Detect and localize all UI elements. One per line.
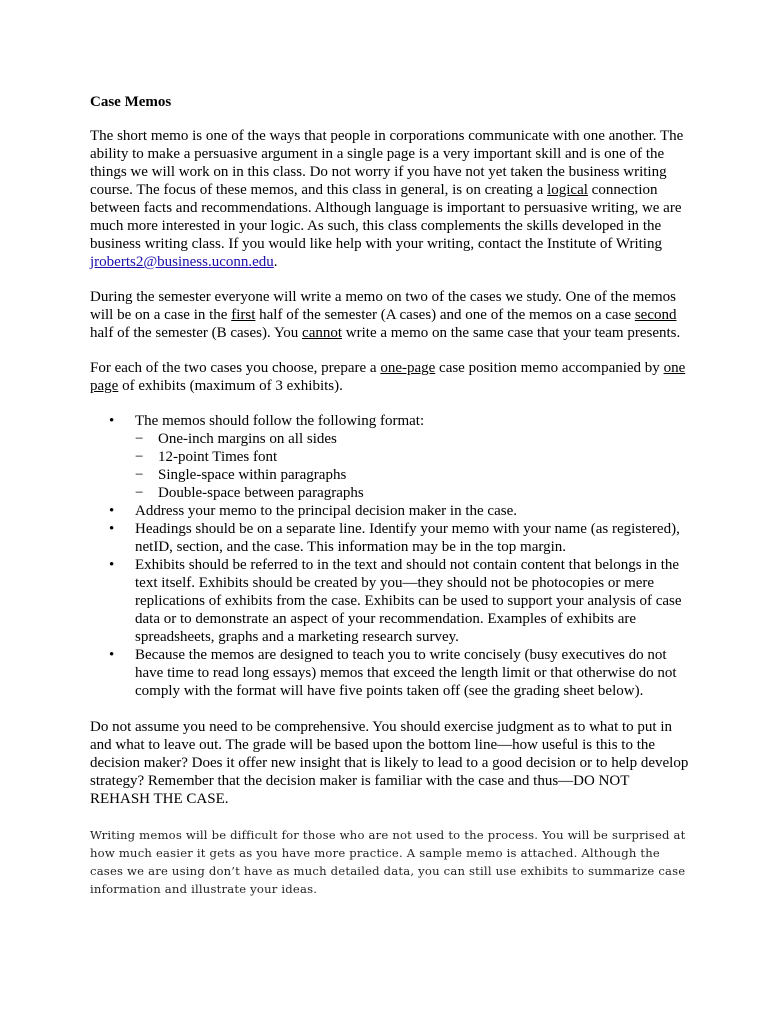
dash-icon: − [135, 485, 144, 501]
list-item [90, 520, 690, 556]
list-item [90, 502, 690, 520]
dash-icon: − [135, 467, 144, 483]
semester-paragraph [90, 288, 690, 342]
semester-text-1: During the semester everyone will write a memo on two of the cases we study. One of the memos will be on a case in the [90, 289, 676, 323]
practice-paragraph: Writing memos will be difficult for those who are not used to the process. You will be surprised at how much easier it gets as you have more practice. A sample memo is attached. Although the cases we are using don’t have as much detailed data, you can still use exhibits to summarize case information and illustrate your ideas. [90, 828, 686, 896]
list-item-text: Headings should be on a separate line. Identify your memo with your name (as registered), netID, section, and the case. This information may be in the top margin. [135, 521, 680, 555]
page-title: Case Memos [90, 94, 172, 110]
sublist-item-text: Double-space between paragraphs [158, 485, 364, 501]
bullet-icon: • [109, 647, 115, 663]
underlined-logical: logical [547, 182, 588, 198]
list-item-text: Exhibits should be referred to in the text and should not contain content that belongs in the text itself. Exhibits should be created by you—they should not be photocopies or mere replications of exhibits from the case. Exhibits can be used to support your analysis of case data or to demonstrate an aspect of your recommendation. Examples of exhibits are spreadsheets, graphs and a marketing research survey. [135, 557, 682, 645]
semester-text-2: half of the semester (A cases) and one of the memos on a case [255, 307, 635, 323]
list-item [90, 646, 690, 700]
document-body [90, 84, 690, 915]
cases-text-2: case position memo accompanied by [435, 360, 664, 376]
judgment-paragraph: Do not assume you need to be comprehensive. You should exercise judgment as to what to put in and what to leave out. The grade will be based upon the bottom line—how useful is this to the decision maker? Does it offer new insight that is likely to lead to a good decision or to help develop strategy? Remember that the decision maker is familiar with the case and thus—DO NOT REHASH THE CASE. [90, 719, 689, 807]
sublist-item-text: One-inch margins on all sides [158, 431, 337, 447]
intro-paragraph [90, 127, 690, 271]
sublist-item-text: Single-space within paragraphs [158, 467, 347, 483]
cases-text-3: of exhibits (maximum of 3 exhibits). [118, 378, 343, 394]
bullet-icon: • [109, 557, 115, 573]
sublist-item-text: 12-point Times font [158, 449, 278, 465]
bullet-icon: • [109, 413, 115, 429]
requirements-list [90, 412, 690, 700]
cases-paragraph [90, 359, 690, 395]
underlined-cannot: cannot [302, 325, 343, 341]
email-link[interactable]: jroberts2@business.uconn.edu [90, 254, 274, 270]
dash-icon: − [135, 449, 144, 465]
underlined-one-page-memo: one-page [380, 360, 436, 376]
sublist-item [135, 466, 690, 484]
intro-text-1: The short memo is one of the ways that people in corporations communicate with one another. The ability to make a persuasive argument in a single page is a very important skill and is one of the things we will work on in this class. Do not worry if you have not yet taken the business writing course. The focus of these memos, and this class in general, is on creating a [90, 128, 684, 198]
sublist-item [135, 448, 690, 466]
list-item-text: Because the memos are designed to teach you to write concisely (busy executives do not have time to read long essays) memos that exceed the length limit or that otherwise do not comply with the format will have five points taken off (see the grading sheet below). [135, 647, 677, 699]
underlined-one-page-exhibits: one page [90, 360, 686, 394]
intro-text-2: connection between facts and recommendations. Although language is important to persuasive writing, we are much more interested in your logic. As such, this class complements the skills developed in the business writing class. If you would like help with your writing, contact the Institute of Writing [90, 182, 682, 252]
intro-text-3: . [273, 254, 278, 270]
underlined-second: second [634, 307, 677, 323]
semester-text-4: write a memo on the same case that your team presents. [342, 325, 681, 341]
semester-text-3: half of the semester (B cases). You [90, 325, 303, 341]
list-item-text: The memos should follow the following format: [135, 413, 425, 429]
bullet-icon: • [109, 503, 115, 519]
list-item [90, 412, 690, 502]
bullet-icon: • [109, 521, 115, 537]
list-item-text: Address your memo to the principal decision maker in the case. [135, 503, 517, 519]
list-item [90, 556, 690, 646]
format-sublist [135, 430, 690, 502]
cases-text-1: For each of the two cases you choose, prepare a [90, 360, 381, 376]
sublist-item [135, 430, 690, 448]
sublist-item [135, 484, 690, 502]
underlined-first: first [231, 307, 256, 323]
dash-icon: − [135, 431, 144, 447]
